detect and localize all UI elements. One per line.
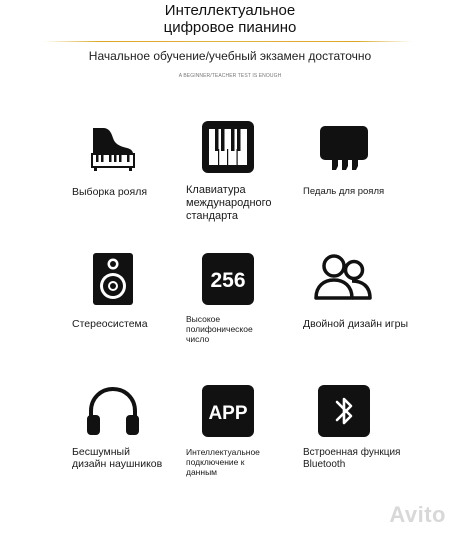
feature-label-stereo: Стереосистема: [72, 318, 148, 330]
app-icon: [200, 383, 256, 439]
speaker-icon: [85, 251, 141, 307]
feature-label-bluetooth: Встроенная функция Bluetooth: [303, 447, 401, 470]
headphones-icon: [83, 383, 143, 439]
polyphony-badge-text: 256: [210, 269, 246, 292]
feature-label-dual-play: Двойной дизайн игры: [303, 318, 409, 330]
polyphony-256-icon: [200, 251, 256, 307]
two-users-icon: [312, 250, 374, 306]
title-line-1: Интеллектуальное: [164, 2, 296, 19]
feature-label-headphones: Бесшумный дизайн наушников: [72, 446, 163, 470]
feature-label-piano-sample: Выборка рояля: [72, 186, 148, 198]
piano-keys-icon: [200, 119, 256, 175]
subtitle-english: A BEGINNER/TEACHER TEST IS ENOUGH: [178, 73, 282, 79]
title-line-2: цифровое пианино: [163, 19, 297, 36]
app-badge-text: APP: [208, 403, 248, 424]
feature-label-app-connection: Интеллектуальное подключение к данным: [186, 447, 260, 477]
bluetooth-icon: [316, 383, 372, 439]
gold-divider: [44, 41, 412, 42]
subtitle: Начальное обучение/учебный экзамен достаточно: [88, 49, 372, 63]
avito-watermark: Avito: [389, 502, 446, 527]
piano-pedal-icon: [316, 120, 372, 176]
feature-label-pedal: Педаль для рояля: [303, 186, 385, 197]
page-title: [0, 2, 460, 36]
grand-piano-icon: [85, 120, 141, 176]
feature-label-polyphony: Высокое полифоническое число: [186, 314, 253, 344]
feature-label-keyboard: Клавиатура международного стандарта: [186, 184, 272, 222]
